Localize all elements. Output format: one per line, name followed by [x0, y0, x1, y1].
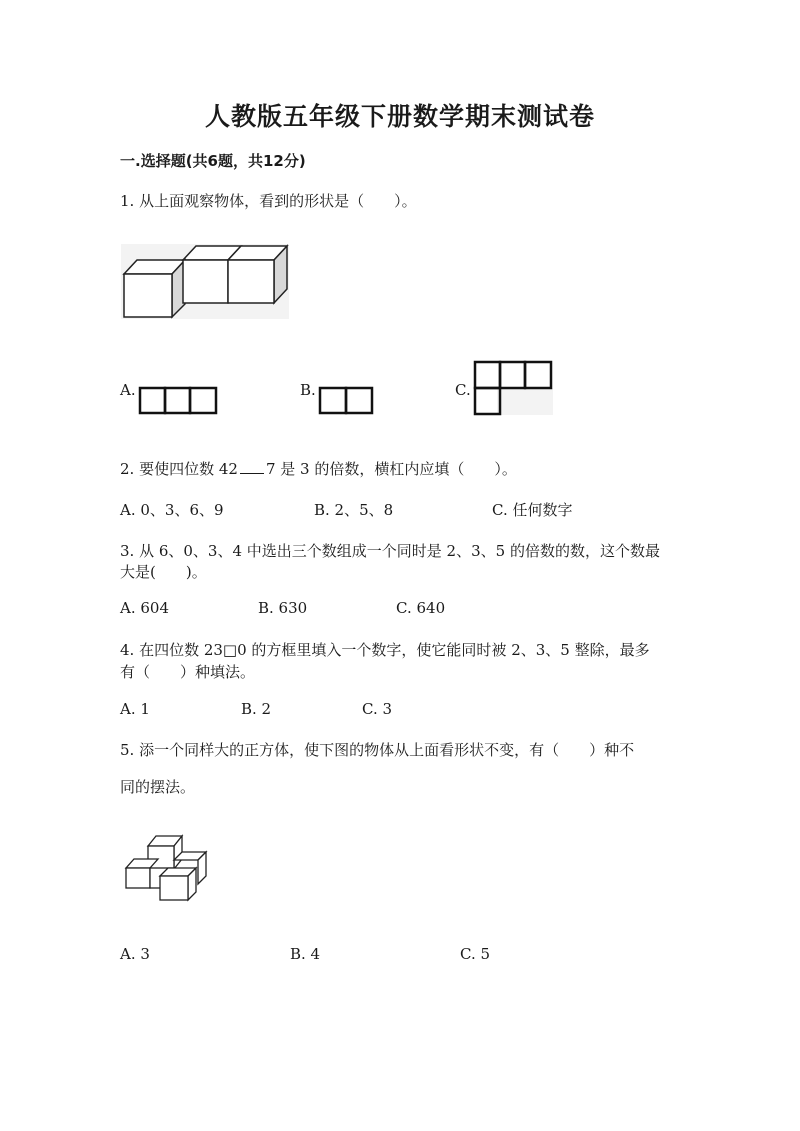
question-4-line-2: 有（ ）种填法。 — [120, 663, 256, 681]
option-5a: A. 3 — [120, 945, 150, 963]
question-4-line-1: 4. 在四位数 23□0 的方框里填入一个数字，使它能同时被 2、3、5 整除，最多 — [120, 641, 650, 659]
page-title: 人教版五年级下册数学期末测试卷 — [204, 102, 595, 131]
cube-front-1 — [124, 274, 172, 317]
question-3-line-2: 大是( )。 — [120, 563, 207, 581]
option-2a: A. 0、3、6、9 — [120, 501, 224, 519]
question-3-line-1: 3. 从 6、0、3、4 中选出三个数组成一个同时是 2、3、5 的倍数的数，这个数最 — [120, 542, 660, 560]
question-2-text — [120, 458, 517, 479]
option-1b-figure — [318, 386, 374, 414]
question-5-figure — [124, 832, 208, 904]
question-2-text-after: 7 是 3 的倍数，横杠内应填（ ）。 — [265, 460, 517, 478]
option-3a: A. 604 — [120, 599, 169, 617]
option-1c-label: C. — [455, 381, 471, 399]
cube-front-3 — [228, 260, 274, 303]
option-1c-figure — [473, 360, 555, 416]
option-1a-figure — [138, 386, 218, 414]
question-1-text: 1. 从上面观察物体，看到的形状是（ ）。 — [120, 192, 417, 210]
option-1a-label: A. — [120, 381, 136, 399]
option-3b: B. 630 — [258, 599, 308, 617]
question-2-text-before: 2. 要使四位数 42 — [120, 460, 238, 478]
question-5-line-1: 5. 添一个同样大的正方体，使下图的物体从上面看形状不变，有（ ）种不 — [120, 741, 635, 759]
figure-background — [497, 388, 553, 415]
option-4c: C. 3 — [362, 700, 393, 718]
option-4b: B. 2 — [241, 700, 272, 718]
option-2c: C. 任何数字 — [492, 501, 573, 519]
option-4a: A. 1 — [120, 700, 150, 718]
question-2-blank — [240, 459, 264, 474]
question-1-figure — [121, 244, 289, 319]
question-5-line-2: 同的摆法。 — [120, 778, 196, 796]
cube-front-2 — [183, 260, 228, 303]
section-heading: 一.选择题(共6题，共12分) — [120, 152, 306, 170]
option-1b-label: B. — [300, 381, 316, 399]
option-5c: C. 5 — [460, 945, 491, 963]
option-3c: C. 640 — [396, 599, 446, 617]
option-5b: B. 4 — [290, 945, 321, 963]
option-2b: B. 2、5、8 — [314, 501, 394, 519]
